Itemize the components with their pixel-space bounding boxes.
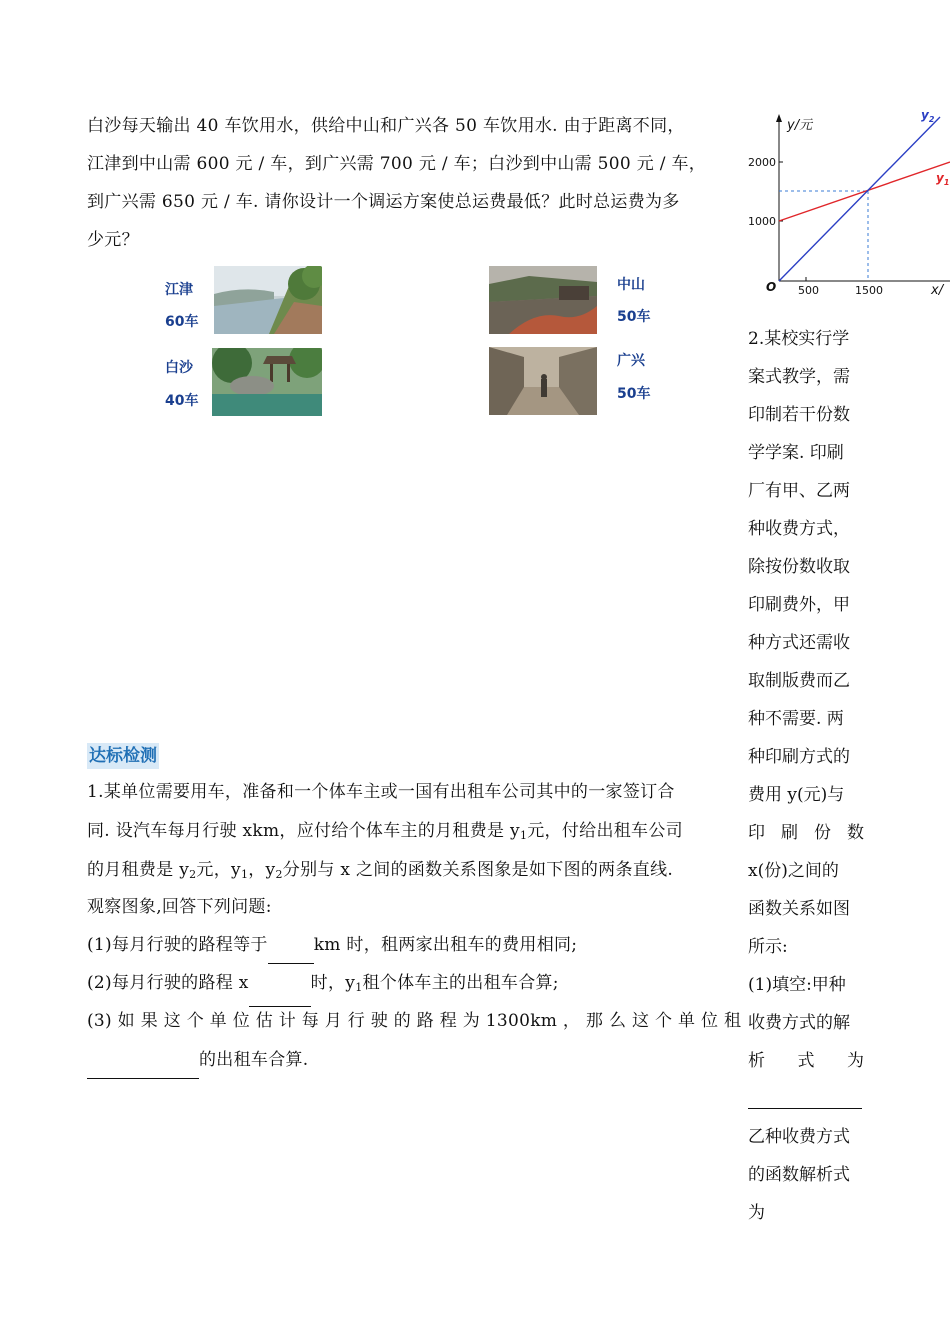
y-tick-label-1000: 1000 bbox=[748, 215, 776, 228]
q2-spaced-line bbox=[748, 814, 864, 852]
q2-answer-blank-line bbox=[748, 1080, 868, 1118]
q2-line: 印刷费外，甲 bbox=[748, 595, 850, 615]
q1-line-4: 观察图象,回答下列问题: bbox=[87, 897, 272, 917]
origin-label: O bbox=[766, 280, 777, 294]
line-y2 bbox=[779, 117, 940, 281]
q1-sub-3-cont: 的出租车合算. bbox=[87, 1041, 309, 1079]
y-tick-label-2000: 2000 bbox=[748, 156, 776, 169]
zhongshan-photo bbox=[489, 266, 597, 334]
problem-line-1: 白沙每天输出 40 车饮用水，供给中山和广兴各 50 车饮用水. 由于距离不同， bbox=[87, 116, 685, 136]
place-guangxing-name: 广兴 bbox=[617, 353, 645, 369]
q1-sub-1: (1)每月行驶的路程等于 km 时，租两家出租车的费用相同; bbox=[87, 926, 577, 964]
q2-char: 式 bbox=[797, 1051, 815, 1071]
q1-line-1: 1.某单位需要用车，准备和一个体车主或一国有出租车公司其中的一家签订合 bbox=[87, 782, 675, 802]
q1-blank-1[interactable] bbox=[268, 943, 314, 964]
problem-line-4: 少元？ bbox=[87, 230, 139, 250]
x-axis-label: x/ bbox=[931, 283, 944, 298]
q2-line: 所示: bbox=[748, 937, 788, 957]
q2-line: 厂有甲、乙两 bbox=[748, 481, 850, 501]
q2-line: 除按份数收取 bbox=[748, 557, 850, 577]
q1-sub-3: (3) 如 果 这 个 单 位 估 计 每 月 行 驶 的 路 程 为 1300km ， 那 么 这 个 单 位 租 bbox=[87, 1011, 742, 1031]
y1-label: $y_1$ bbox=[936, 171, 950, 187]
q2-line: 印制若干份数 bbox=[748, 405, 850, 425]
guangxing-photo bbox=[489, 347, 597, 415]
q1-line-3: 的月租费是 $y_2$元，$y_1$，$y_2$分别与 x 之间的函数关系图象是如下图的两条直线. bbox=[87, 860, 674, 881]
baisha-photo bbox=[212, 348, 322, 416]
q2-line: 函数关系如图 bbox=[748, 899, 850, 919]
q2-line: 种收费方式， bbox=[748, 519, 850, 539]
function-graph bbox=[745, 105, 950, 300]
problem-line-3: 到广兴需 650 元 / 车. 请你设计一个调运方案使总运费最低？此时总运费为多 bbox=[87, 192, 680, 212]
q2-line: x(份)之间的 bbox=[748, 861, 839, 881]
jiangjin-photo bbox=[214, 266, 322, 334]
problem-line-2: 江津到中山需 600 元 / 车，到广兴需 700 元 / 车；白沙到中山需 500 元 / 车， bbox=[87, 154, 707, 174]
q2-line: 为 bbox=[748, 1203, 765, 1223]
q2-char: 份 bbox=[814, 823, 831, 843]
q2-line: 学学案. 印刷 bbox=[748, 443, 844, 463]
q2-line: 的函数解析式 bbox=[748, 1165, 850, 1185]
q2-spaced-line bbox=[748, 1042, 864, 1080]
q2-line: 种不需要. 两 bbox=[748, 709, 844, 729]
q2-line: 2.某校实行学 bbox=[748, 329, 850, 349]
section-title: 达标检测 bbox=[87, 743, 159, 769]
q2-line: 乙种收费方式 bbox=[748, 1127, 850, 1147]
q2-line: 收费方式的解 bbox=[748, 1013, 850, 1033]
q2-char: 印 bbox=[748, 823, 765, 843]
x-tick-label-1500: 1500 bbox=[855, 284, 883, 297]
q2-line: 取制版费而乙 bbox=[748, 671, 850, 691]
q1-sub-2: (2)每月行驶的路程 x 时，$y_1$租个体车主的出租车合算; bbox=[87, 964, 559, 1007]
q2-char: 析 bbox=[748, 1051, 765, 1071]
place-baisha-count: 40车 bbox=[165, 393, 199, 409]
q2-char: 刷 bbox=[781, 823, 798, 843]
place-jiangjin-name: 江津 bbox=[165, 282, 193, 298]
q1-blank-3[interactable] bbox=[87, 1058, 199, 1079]
y-axis-arrow bbox=[776, 114, 782, 122]
q2-line: 种方式还需收 bbox=[748, 633, 850, 653]
q2-answer-blank[interactable] bbox=[748, 1088, 862, 1109]
place-guangxing-count: 50车 bbox=[617, 386, 651, 402]
q2-char: 为 bbox=[847, 1051, 864, 1071]
q2-column bbox=[748, 320, 868, 1232]
q2-line: 费用 y(元)与 bbox=[748, 785, 845, 805]
x-tick-label-500: 500 bbox=[798, 284, 819, 297]
y-axis-label: y/元 bbox=[787, 118, 813, 133]
q2-line: 种印刷方式的 bbox=[748, 747, 850, 767]
q2-char: 数 bbox=[847, 823, 864, 843]
place-jiangjin-count: 60车 bbox=[165, 314, 199, 330]
place-baisha-name: 白沙 bbox=[165, 360, 193, 376]
y2-label: $y_2$ bbox=[921, 108, 935, 124]
place-zhongshan-name: 中山 bbox=[617, 277, 645, 293]
q2-line: (1)填空:甲种 bbox=[748, 975, 846, 995]
q1-line-2: 同. 设汽车每月行驶 xkm，应付给个体车主的月租费是 $y_1$元，付给出租车公司 bbox=[87, 821, 683, 842]
q2-line: 案式教学，需 bbox=[748, 367, 850, 387]
place-zhongshan-count: 50车 bbox=[617, 309, 651, 325]
